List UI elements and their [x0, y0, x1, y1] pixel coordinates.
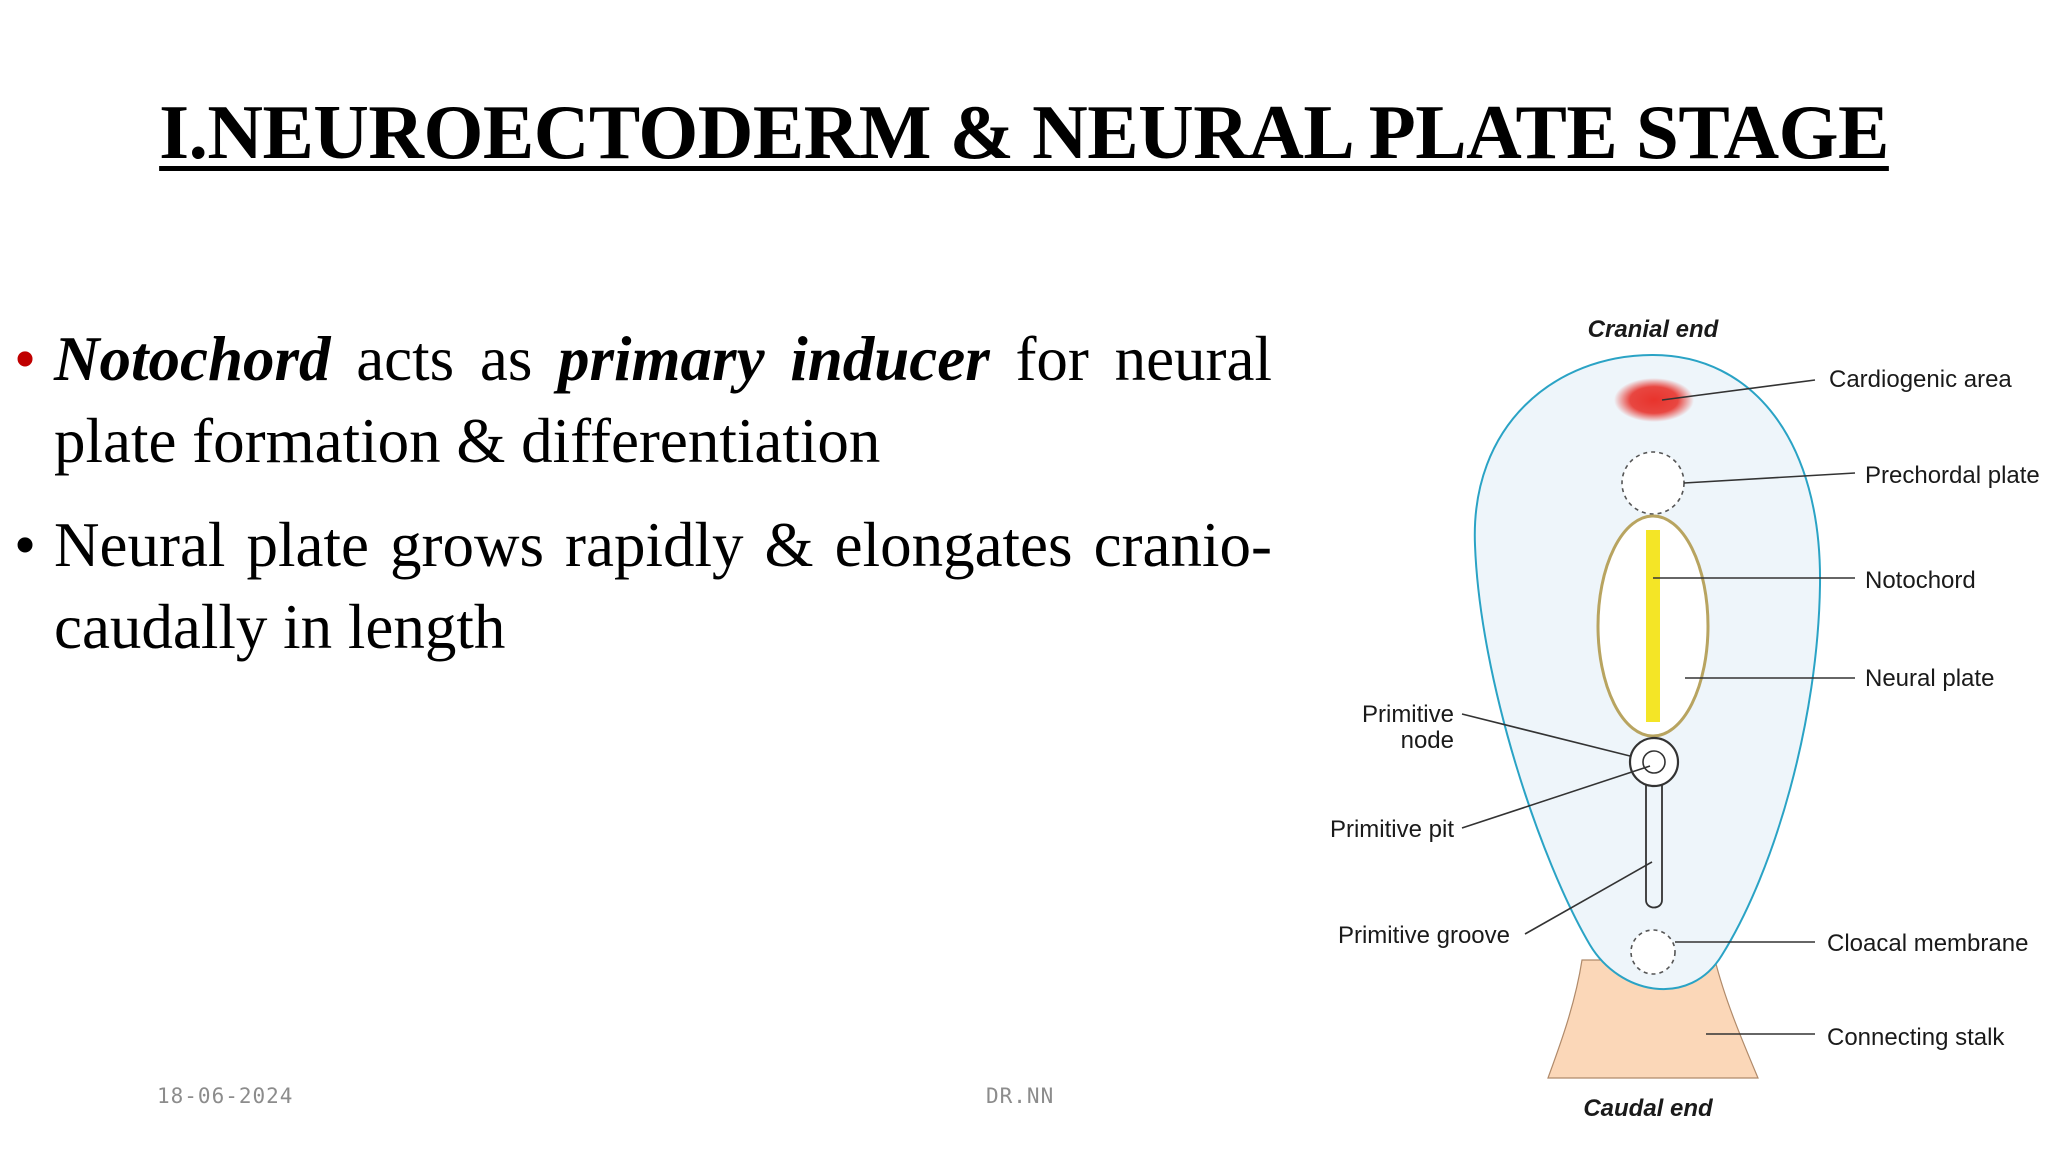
label-primitive-pit: Primitive pit — [1329, 816, 1454, 843]
embryo-diagram — [1290, 300, 2048, 1130]
bullet-text-part: for neural plate formation & differentiation — [54, 324, 1272, 476]
label-primitive-node: node — [1400, 727, 1454, 754]
notochord — [1646, 530, 1660, 722]
cloacal-membrane — [1631, 930, 1675, 974]
bullet-text — [54, 318, 1272, 482]
bullet-text: Neural plate grows rapidly & elongates cranio-caudally in length — [54, 510, 1272, 662]
bullet-term-notochord: Notochord — [54, 324, 331, 394]
label-caudal-end: Caudal end — [1583, 1095, 1713, 1122]
cardiogenic-area — [1614, 378, 1694, 422]
label-cloacal-membrane: Cloacal membrane — [1827, 930, 2029, 957]
label-primitive-groove: Primitive groove — [1337, 922, 1510, 949]
label-cranial-end: Cranial end — [1587, 316, 1719, 343]
bullet-dot: • — [14, 324, 37, 394]
prechordal-plate — [1622, 452, 1684, 514]
label-primitive-node: Primitive — [1361, 701, 1454, 728]
bullet-item — [14, 504, 1272, 668]
bullet-item — [14, 318, 1272, 482]
label-connecting-stalk: Connecting stalk — [1827, 1024, 2005, 1051]
slide-title: I.NEUROECTODERM & NEURAL PLATE STAGE — [159, 89, 1889, 175]
bullet-dot: • — [14, 510, 37, 580]
primitive-pit — [1643, 751, 1665, 773]
bullet-text-part: acts as — [330, 324, 559, 394]
footer-date: 18-06-2024 — [157, 1084, 294, 1108]
label-prechordal-plate: Prechordal plate — [1865, 462, 2040, 489]
footer-author: DR.NN — [986, 1084, 1055, 1108]
label-neural-plate: Neural plate — [1865, 665, 1995, 692]
bullet-term-primary-inducer: primary inducer — [558, 324, 990, 394]
label-notochord: Notochord — [1865, 567, 1976, 594]
label-cardiogenic-area: Cardiogenic area — [1829, 366, 2012, 393]
